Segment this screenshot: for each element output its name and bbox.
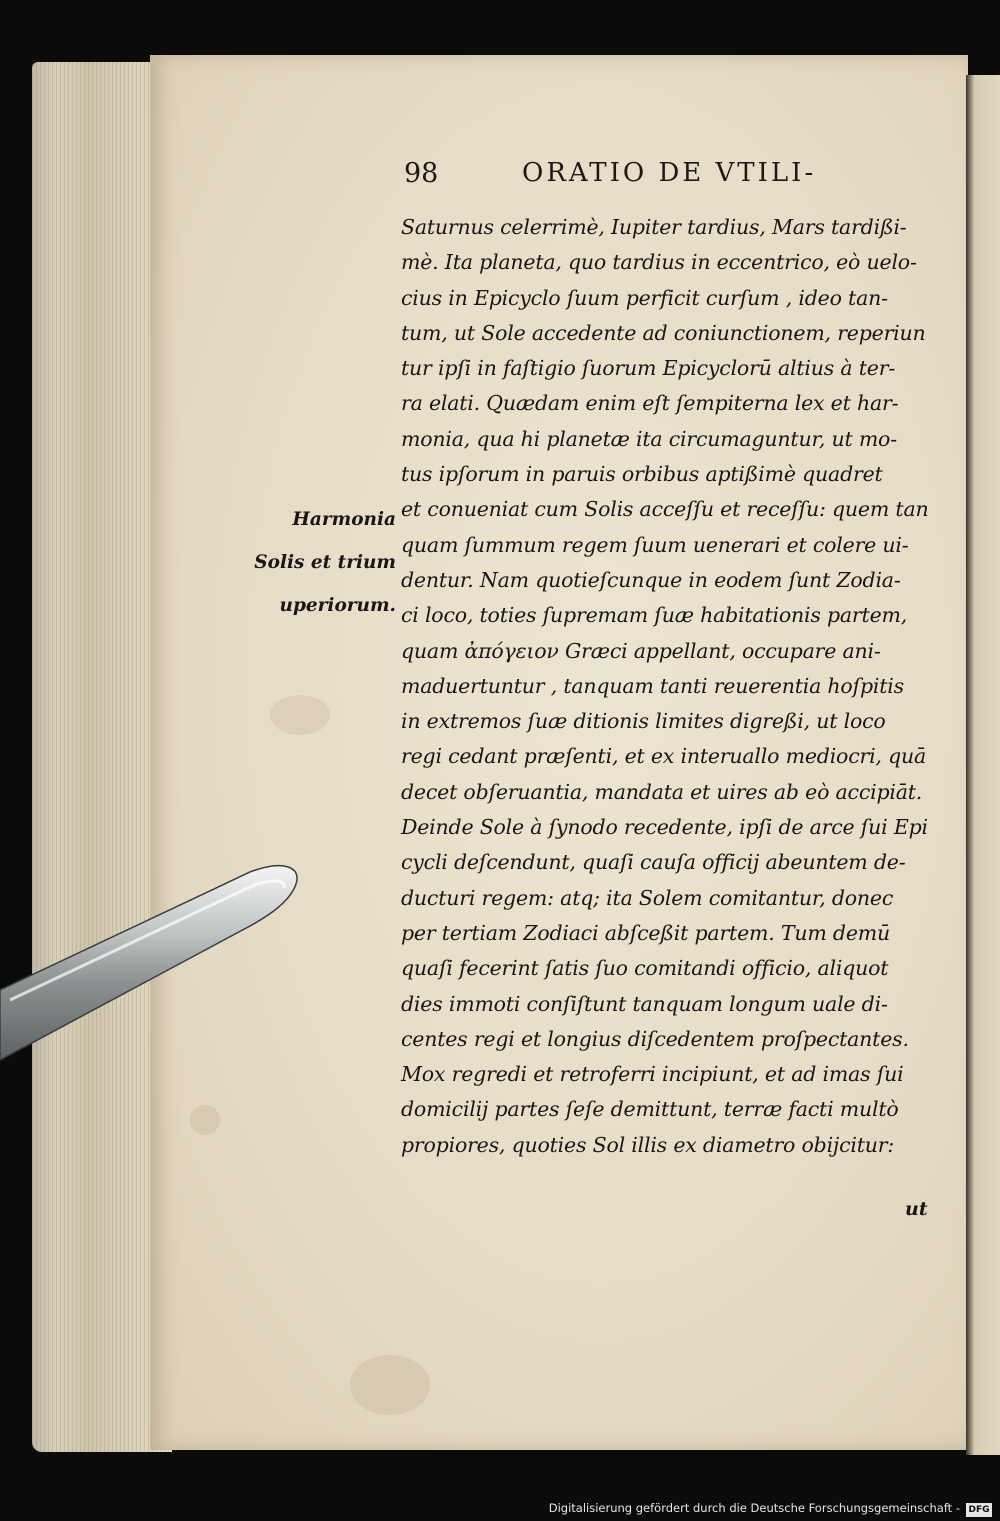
text-line: ducturi regem: atq; ita Solem comitantur, donec — [401, 885, 894, 910]
text-line: dies immoti conſiſtunt tanquam longum uale di- — [401, 991, 888, 1016]
text-line: cius in Epicyclo ſuum perficit curſum , ideo tan- — [401, 285, 888, 310]
dfg-logo-icon: DFG — [966, 1503, 992, 1517]
catchword: ut — [905, 1198, 928, 1220]
metal-pointer-icon — [0, 850, 320, 1080]
text-line: maduertuntur , tanquam tanti reuerentia hoſpitis — [401, 673, 904, 698]
text-line: monia, qua hi planetæ ita circumaguntur, ut mo- — [401, 426, 897, 451]
text-line: propiores, quoties Sol illis ex diametro obijcitur: — [401, 1132, 895, 1157]
marginal-note-line: uperiorum. — [279, 595, 396, 616]
footer-credit: Digitalisierung gefördert durch die Deutsche Forschungsgemeinschaft - — [548, 1501, 960, 1515]
text-line: ra elati. Quædam enim eſt ſempiterna lex et har- — [401, 391, 899, 416]
marginal-note — [246, 498, 396, 627]
text-line: cycli deſcendunt, quaſi cauſa officij abeuntem de- — [401, 850, 906, 875]
text-line: per tertiam Zodiaci abſceßit partem. Tum demū — [401, 920, 891, 945]
text-line: tum, ut Sole accedente ad coniunctionem, reperiun — [401, 320, 926, 345]
page-number: 98 — [404, 158, 439, 189]
text-line: ci loco, toties ſupremam ſuæ habitationis partem, — [401, 603, 908, 628]
text-line: decet obſeruantia, mandata et uires ab eò accipiāt. — [401, 779, 923, 804]
marginal-note-line: Harmonia — [292, 509, 396, 530]
text-line: quam ἀπόγειον Græci appellant, occupare ani- — [401, 638, 881, 663]
text-line: Saturnus celerrimè, Iupiter tardius, Mars tardißi- — [401, 215, 907, 239]
text-line: mè. Ita planeta, quo tardius in eccentrico, eò uelo- — [401, 250, 917, 275]
text-line: et conueniat cum Solis acceſſu et receſſu: quem tan — [401, 497, 929, 522]
text-line: domicilij partes ſeſe demittunt, terræ facti multò — [401, 1097, 899, 1122]
text-line: dentur. Nam quotieſcunque in eodem ſunt Zodia- — [401, 567, 901, 592]
text-line: quaſi fecerint ſatis ſuo comitandi officio, aliquot — [401, 956, 889, 981]
text-line: centes regi et longius diſcedentem proſpectantes. — [401, 1026, 909, 1051]
adjacent-page-edge — [966, 75, 1000, 1455]
body-text — [401, 210, 949, 1163]
running-title: ORATIO DE VTILI- — [522, 158, 817, 188]
text-line: Deinde Sole à ſynodo recedente, ipſi de arce ſui Epi — [401, 815, 928, 840]
text-line: quam ſummum regem ſuum uenerari et colere ui- — [401, 532, 909, 557]
text-line: tus ipſorum in paruis orbibus aptißimè quadret — [401, 462, 883, 487]
text-line: regi cedant præſenti, et ex interuallo mediocri, quā — [401, 744, 927, 769]
running-header — [400, 158, 940, 198]
text-line: Mox regredi et retroferri incipiunt, et ad imas ſui — [401, 1062, 904, 1087]
text-line: tur ipſi in faſtigio ſuorum Epicyclorū altius à ter- — [401, 356, 896, 381]
marginal-note-line: Solis et trium — [254, 552, 396, 573]
text-line: in extremos ſuæ ditionis limites digreßi, ut loco — [401, 709, 886, 734]
